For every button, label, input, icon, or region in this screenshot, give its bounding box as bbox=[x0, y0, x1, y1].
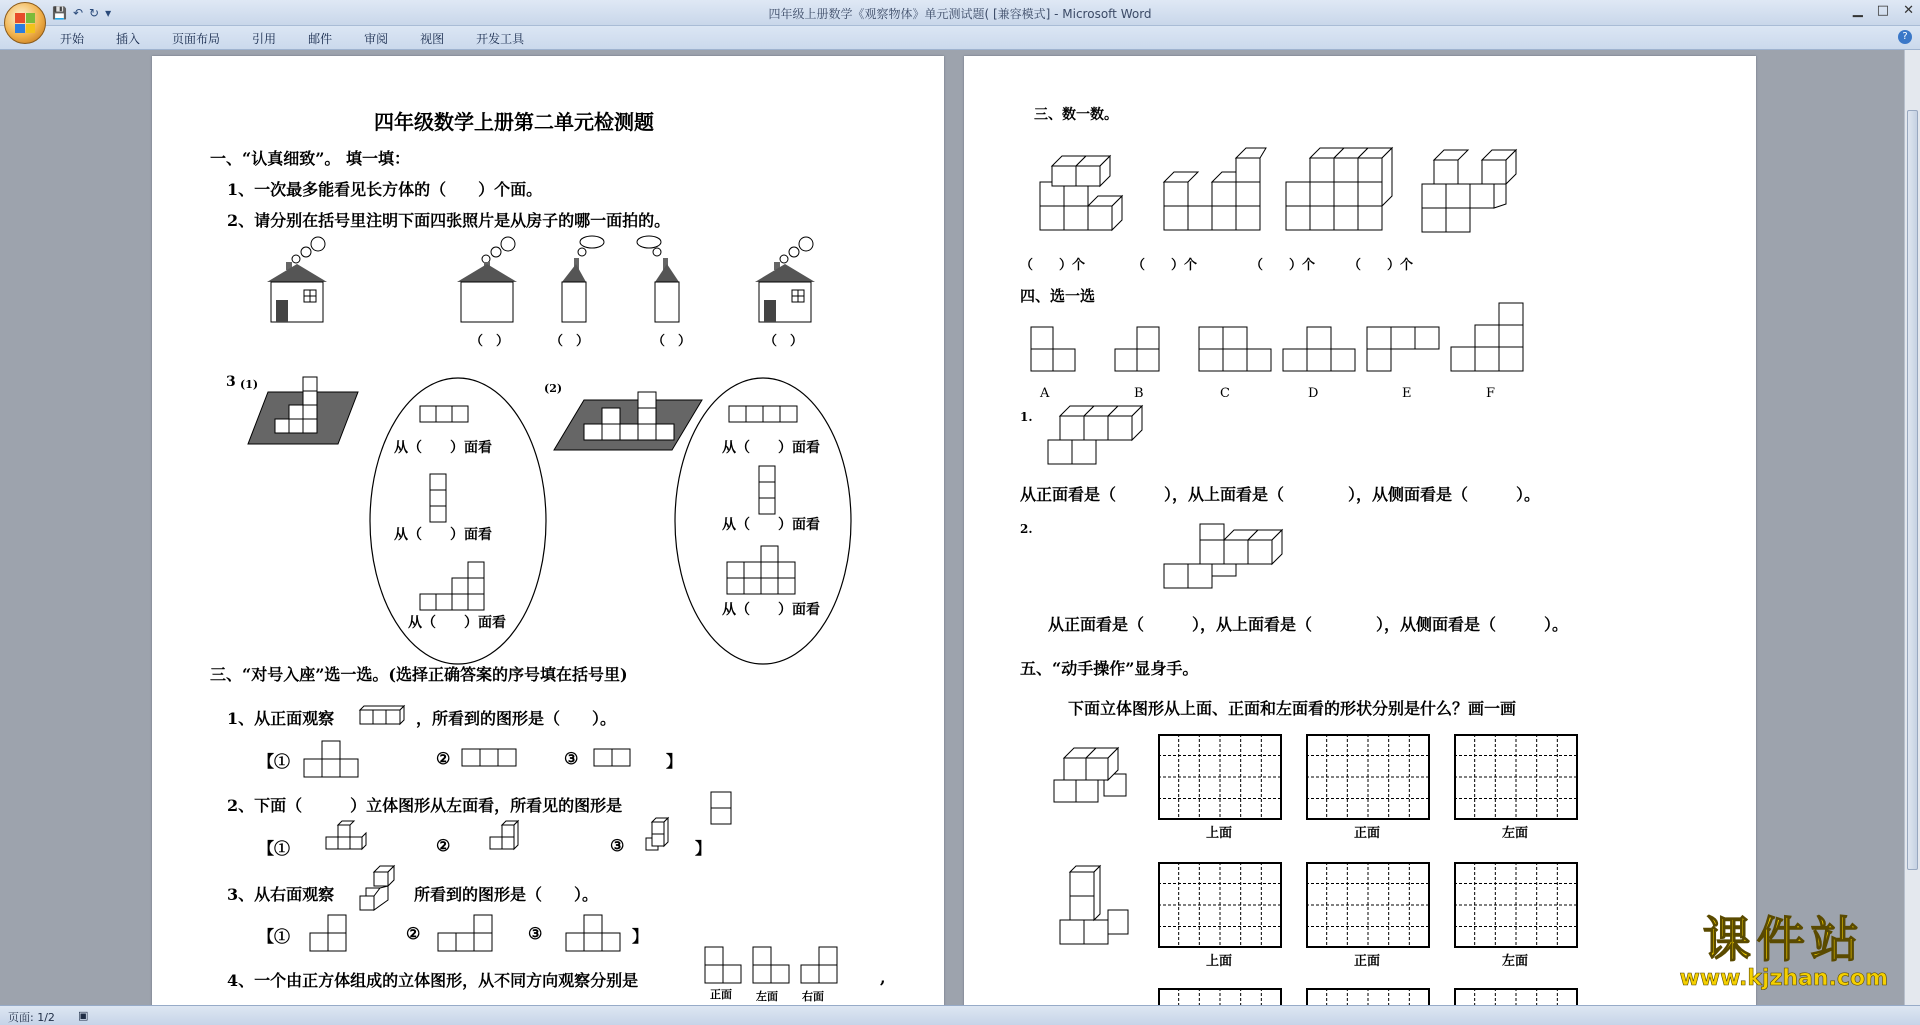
house-side-left-image bbox=[552, 232, 612, 327]
scrollbar-thumb[interactable] bbox=[1907, 110, 1918, 870]
choice-1-opt2-label: ② bbox=[436, 749, 451, 768]
ribbon-tabs bbox=[0, 26, 1920, 50]
office-button[interactable] bbox=[4, 2, 46, 44]
drawing-grid-top-3[interactable] bbox=[1158, 988, 1282, 1005]
drawing-model-2 bbox=[1056, 864, 1136, 948]
item-2-model bbox=[1162, 524, 1282, 594]
shape-option-e bbox=[1366, 326, 1446, 376]
choice-1-open: 【① bbox=[258, 752, 291, 771]
choice-3-model-icon bbox=[358, 866, 400, 912]
house-back-image bbox=[452, 232, 522, 327]
choice-1-prefix: 1、从正面观察 bbox=[227, 709, 335, 728]
choice-2-open: 【① bbox=[258, 839, 291, 858]
choice-3-option-2-shape bbox=[438, 914, 494, 952]
page-2 bbox=[964, 56, 1756, 1005]
option-letter-f: F bbox=[1486, 386, 1496, 401]
choice-3-opt2-label: ② bbox=[406, 924, 421, 943]
maximize-icon[interactable]: □ bbox=[1876, 3, 1890, 18]
question-3a-label: (1) bbox=[240, 378, 259, 391]
shape-option-c bbox=[1198, 326, 1278, 376]
option-letter-c: C bbox=[1220, 386, 1230, 401]
drawing-grid-left-3[interactable] bbox=[1454, 988, 1578, 1005]
tab-view[interactable]: 视图 bbox=[420, 32, 445, 46]
count-blank-2: （ ）个 bbox=[1132, 258, 1198, 273]
choice-3-open: 【① bbox=[258, 927, 291, 946]
choice-4-label-left: 左面 bbox=[756, 990, 778, 1003]
status-bar bbox=[0, 1005, 1920, 1025]
redo-icon[interactable]: ↻ bbox=[89, 6, 100, 20]
option-letter-b: B bbox=[1134, 386, 1144, 401]
drawing-grid-lines bbox=[1306, 734, 1430, 820]
drawing-grid-left-2[interactable] bbox=[1454, 862, 1578, 948]
grid-label-front-2: 正面 bbox=[1354, 954, 1381, 969]
choice-1-option-1-shape bbox=[304, 740, 360, 778]
shape-option-f bbox=[1450, 302, 1530, 376]
drawing-grid-lines bbox=[1454, 862, 1578, 948]
drawing-section-subheading: 下面立体图形从上面、正面和左面看的形状分别是什么？画一画 bbox=[1068, 699, 1517, 718]
choice-3-option-1-shape bbox=[310, 914, 350, 952]
house-side-right-image bbox=[627, 232, 687, 327]
count-blank-3: （ ）个 bbox=[1250, 258, 1316, 273]
choice-2-opt2-label: ② bbox=[436, 836, 451, 855]
choice-2-text: 2、下面（ ）立体图形从左面看，所看见的图形是 bbox=[227, 796, 623, 815]
item-2-number: 2. bbox=[1020, 522, 1033, 536]
count-blank-1: （ ）个 bbox=[1020, 258, 1086, 273]
tab-home[interactable]: 开始 bbox=[60, 32, 85, 46]
choice-1-model-icon bbox=[358, 704, 408, 728]
drawing-grid-top-1[interactable] bbox=[1158, 734, 1282, 820]
drawing-grid-front-1[interactable] bbox=[1306, 734, 1430, 820]
drawing-grid-lines bbox=[1454, 988, 1578, 1005]
section-1-heading: 一、“认真细致”。 填一填： bbox=[210, 149, 410, 168]
tab-mailings[interactable]: 邮件 bbox=[308, 32, 333, 46]
tab-insert[interactable]: 插入 bbox=[116, 32, 141, 46]
save-icon[interactable]: 💾 bbox=[52, 6, 67, 20]
drawing-grid-lines bbox=[1306, 988, 1430, 1005]
house-front-image bbox=[262, 232, 332, 327]
choice-2-close: 】 bbox=[695, 839, 712, 858]
choice-3-suffix: 所看到的图形是（ ）。 bbox=[414, 885, 599, 904]
choice-1-close: 】 bbox=[666, 752, 683, 771]
shape-option-b bbox=[1114, 326, 1174, 376]
question-3-number: 3 bbox=[226, 374, 236, 390]
choice-1-option-3-shape bbox=[594, 748, 634, 768]
item-1-model bbox=[1046, 400, 1156, 470]
cube-model-1-image bbox=[248, 374, 368, 449]
drawing-grid-front-3[interactable] bbox=[1306, 988, 1430, 1005]
choice-2-option-3-model bbox=[642, 818, 672, 858]
option-letter-e: E bbox=[1402, 386, 1412, 401]
page-1 bbox=[152, 56, 944, 1005]
photo-blank-2: （ ） bbox=[550, 334, 590, 349]
choice-4-comma: , bbox=[880, 968, 886, 987]
watermark-text: 课件站 bbox=[1702, 912, 1865, 968]
window-controls bbox=[1853, 3, 1914, 18]
grid-label-left-2: 左面 bbox=[1502, 954, 1529, 969]
item-1-view-question: 从正面看是（ ），从上面看是（ ），从侧面看是（ ）。 bbox=[1020, 485, 1541, 504]
drawing-grid-left-1[interactable] bbox=[1454, 734, 1578, 820]
drawing-section-heading: 五、“动手操作”显身手。 bbox=[1020, 659, 1199, 678]
vertical-scrollbar[interactable] bbox=[1904, 50, 1920, 1005]
tab-references[interactable]: 引用 bbox=[252, 32, 277, 46]
choice-1-opt3-label: ③ bbox=[564, 749, 579, 768]
shape-option-d bbox=[1282, 326, 1362, 376]
view-label-1c: 从（ ）面看 bbox=[408, 615, 506, 631]
choice-4-front-shape bbox=[704, 946, 744, 984]
photo-blank-3: （ ） bbox=[652, 334, 692, 349]
house-front-2-image bbox=[750, 232, 820, 327]
view-label-1a: 从（ ）面看 bbox=[394, 440, 492, 456]
choice-4-label-right: 右面 bbox=[802, 990, 824, 1003]
tab-review[interactable]: 审阅 bbox=[364, 32, 389, 46]
choice-2-target-shape bbox=[710, 791, 732, 825]
page-count[interactable]: 页面: 1/2 bbox=[8, 1011, 55, 1024]
window-title: 四年级上册数学《观察物体》单元测试题( [兼容模式] - Microsoft Word bbox=[768, 7, 1152, 21]
choice-3-prefix: 3、从右面观察 bbox=[227, 885, 335, 904]
proofing-icon[interactable]: ▣ bbox=[78, 1009, 89, 1022]
minimize-icon[interactable]: ▁ bbox=[1852, 3, 1863, 18]
drawing-grid-lines bbox=[1158, 734, 1282, 820]
undo-icon[interactable]: ↶ bbox=[72, 6, 84, 20]
view-label-2c: 从（ ）面看 bbox=[722, 602, 820, 618]
photo-blank-1: （ ） bbox=[470, 334, 510, 349]
drawing-grid-top-2[interactable] bbox=[1158, 862, 1282, 948]
view-label-2a: 从（ ）面看 bbox=[722, 440, 820, 456]
count-blank-4: （ ）个 bbox=[1348, 258, 1414, 273]
watermark-logo bbox=[1679, 914, 1888, 991]
count-section-heading: 三、数一数。 bbox=[1034, 107, 1118, 123]
drawing-grid-lines bbox=[1158, 988, 1282, 1005]
view-label-2b: 从（ ）面看 bbox=[722, 517, 820, 533]
question-2: 2、请分别在括号里注明下面四张照片是从房子的哪一面拍的。 bbox=[227, 211, 671, 230]
choice-4-text: 4、一个由正方体组成的立体图形，从不同方向观察分别是 bbox=[227, 971, 639, 990]
choice-4-label-front: 正面 bbox=[710, 988, 732, 1001]
choose-section-heading: 四、选一选 bbox=[1020, 287, 1096, 305]
drawing-grid-lines bbox=[1158, 862, 1282, 948]
choice-1-option-2-shape bbox=[462, 748, 518, 768]
choice-4-left-shape bbox=[752, 946, 792, 984]
item-1-number: 1. bbox=[1020, 410, 1033, 424]
count-model-2 bbox=[1158, 146, 1268, 236]
shape-option-a bbox=[1030, 326, 1090, 376]
choice-4-right-shape bbox=[800, 946, 840, 984]
question-1: 1、一次最多能看见长方体的（ ）个面。 bbox=[227, 180, 543, 199]
help-icon[interactable]: ? bbox=[1898, 30, 1912, 44]
photo-blank-4: （ ） bbox=[764, 334, 804, 349]
grid-label-left-1: 左面 bbox=[1502, 826, 1529, 841]
question-3b-label: (2) bbox=[544, 382, 563, 395]
tab-page-layout[interactable]: 页面布局 bbox=[172, 32, 221, 46]
count-model-4 bbox=[1416, 144, 1526, 238]
drawing-grid-lines bbox=[1306, 862, 1430, 948]
view-label-1b: 从（ ）面看 bbox=[394, 527, 492, 543]
item-2-view-question: 从正面看是（ ），从上面看是（ ），从侧面看是（ ）。 bbox=[1048, 615, 1569, 634]
option-letter-a: A bbox=[1040, 386, 1050, 401]
choice-3-opt3-label: ③ bbox=[528, 924, 543, 943]
office-logo-icon bbox=[15, 13, 35, 33]
choice-3-option-3-shape bbox=[566, 914, 622, 952]
drawing-grid-lines bbox=[1454, 734, 1578, 820]
title-bar bbox=[0, 0, 1920, 26]
close-icon[interactable]: ✕ bbox=[1903, 3, 1914, 18]
count-model-3 bbox=[1282, 146, 1402, 236]
document-workspace bbox=[0, 50, 1904, 1005]
tab-developer[interactable]: 开发工具 bbox=[476, 32, 525, 46]
option-letter-d: D bbox=[1308, 386, 1319, 401]
choice-2-opt3-label: ③ bbox=[610, 836, 625, 855]
choice-2-option-1-model bbox=[322, 821, 372, 857]
watermark-url: www.kjzhan.com bbox=[1679, 966, 1888, 991]
drawing-grid-front-2[interactable] bbox=[1306, 862, 1430, 948]
grid-label-top-1: 上面 bbox=[1206, 826, 1233, 841]
drawing-model-1 bbox=[1050, 744, 1140, 814]
choice-1-suffix: ，所看到的图形是（ ）。 bbox=[416, 709, 617, 728]
grid-label-top-2: 上面 bbox=[1206, 954, 1233, 969]
grid-label-front-1: 正面 bbox=[1354, 826, 1381, 841]
count-model-1 bbox=[1030, 146, 1130, 236]
choice-2-option-2-model bbox=[486, 821, 526, 857]
section-3-heading: 三、“对号入座”选一选。(选择正确答案的序号填在括号里) bbox=[210, 665, 628, 684]
choice-3-close: 】 bbox=[632, 927, 649, 946]
page-title: 四年级数学上册第二单元检测题 bbox=[374, 110, 654, 134]
customize-qat-icon[interactable]: ▾ bbox=[105, 6, 112, 20]
